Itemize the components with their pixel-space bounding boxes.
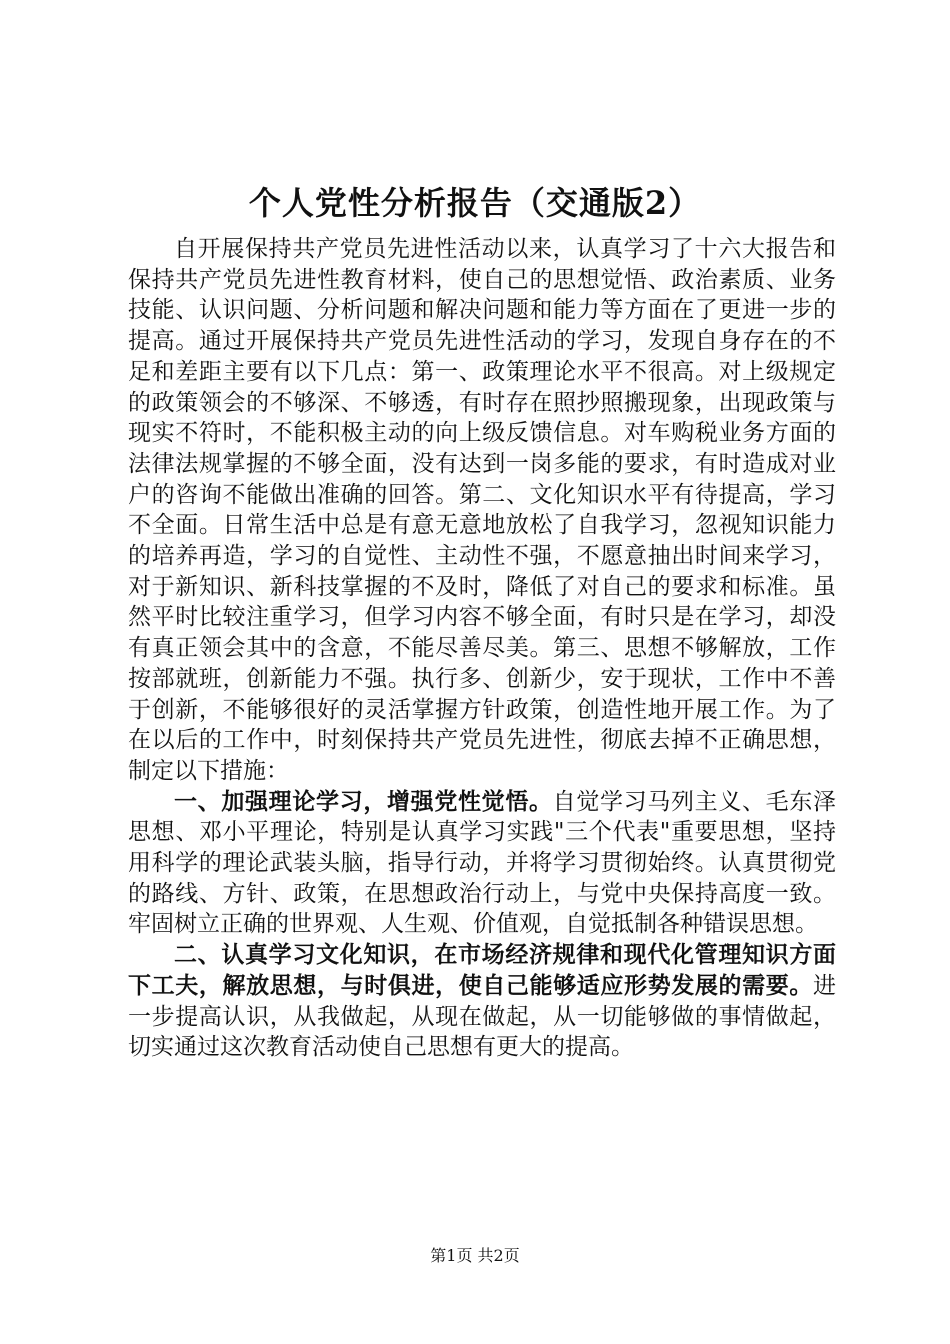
document-body	[128, 234, 836, 1063]
paragraph-measure-1	[128, 787, 836, 941]
measure-1-text: 自觉学习马列主义、毛东泽思想、邓小平理论，特别是认真学习实践"三个代表"重要思想，坚持用科学的理论武装头脑，指导行动，并将学习贯彻始终。认真贯彻党的路线、方针、政策，在思想政治行动上，与党中央保持高度一致。牢固树立正确的世界观、人生观、价值观，自觉抵制各种错误思想。	[128, 788, 837, 938]
document-title: 个人党性分析报告（交通版2）	[248, 184, 702, 222]
page-number-footer: 第1页 共2页	[430, 1246, 520, 1265]
paragraph-intro: 自开展保持共产党员先进性活动以来，认真学习了十六大报告和保持共产党员先进性教育材料，使自己的思想觉悟、政治素质、业务技能、认识问题、分析问题和解决问题和能力等方面在了更进一步的提高。通过开展保持共产党员先进性活动的学习，发现自身存在的不足和差距主要有以下几点：第一、政策理论水平不很高。对上级规定的政策领会的不够深、不够透，有时存在照抄照搬现象，出现政策与现实不符时，不能积极主动的向上级反馈信息。对车购税业务方面的法律法规掌握的不够全面，没有达到一岗多能的要求，有时造成对业户的咨询不能做出准确的回答。第二、文化知识水平有待提高，学习不全面。日常生活中总是有意无意地放松了自我学习，忽视知识能力的培养再造，学习的自觉性、主动性不强，不愿意抽出时间来学习，对于新知识、新科技掌握的不及时，降低了对自己的要求和标准。虽然平时比较注重学习，但学习内容不够全面，有时只是在学习，却没有真正领会其中的含意，不能尽善尽美。第三、思想不够解放，工作按部就班，创新能力不强。执行多、创新少，安于现状，工作中不善于创新，不能够很好的灵活掌握方针政策，创造性地开展工作。为了在以后的工作中，时刻保持共产党员先进性，彻底去掉不正确思想，制定以下措施：	[128, 236, 836, 784]
measure-2-heading: 二、认真学习文化知识，在市场经济规律和现代化管理知识方面下工夫，解放思想，与时俱进，使自己能够适应形势发展的需要。	[128, 942, 836, 999]
measure-1-heading: 一、加强理论学习，增强党性觉悟。	[174, 788, 553, 815]
measure-2-text: 进一步提高认识，从我做起，从现在做起，从一切能够做的事情做起，切实通过这次教育活动使自己思想有更大的提高。	[128, 972, 836, 1061]
paragraph-measure-2	[128, 940, 836, 1063]
